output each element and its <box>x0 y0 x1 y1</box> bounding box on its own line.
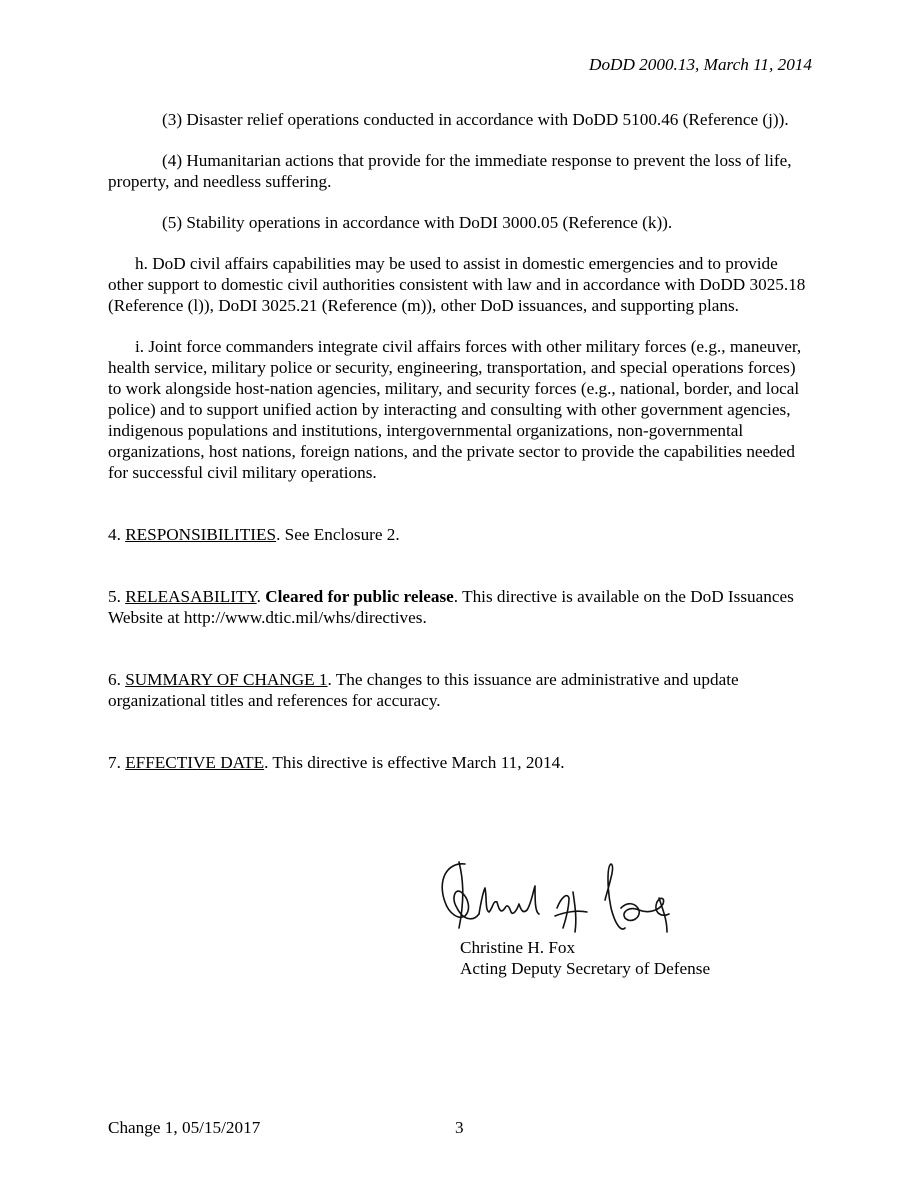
section-5 <box>108 586 808 628</box>
section-5-heading: RELEASABILITY <box>125 587 257 606</box>
document-body <box>108 109 808 773</box>
footer-change-note: Change 1, 05/15/2017 <box>108 1118 261 1137</box>
section-6-heading: SUMMARY OF CHANGE 1 <box>125 670 328 689</box>
section-7-text: . This directive is effective March 11, 2014. <box>264 753 565 772</box>
section-6 <box>108 669 808 711</box>
section-7-number: 7. <box>108 753 126 772</box>
section-5-bold-text: Cleared for public release <box>265 587 454 606</box>
section-5-text: . This directive is available on the DoD Issuances Website at http://www.dtic.mil/whs/directives. <box>108 587 794 627</box>
paragraph-i: i. Joint force commanders integrate civil affairs forces with other military forces (e.g., maneuver, health service, military police or security, engineering, transportation, and special operations forces) to work alongside host-nation agencies, military, and security forces (e.g., national, border, and local police) and to support unified action by interacting and consulting with other government agencies, indigenous populations and institutions, intergovernmental organizations, non-governmental organizations, host nations, foreign nations, and the private sector to provide the capabilities needed for successful civil military operations. <box>108 337 802 482</box>
section-7 <box>108 752 808 773</box>
paragraph-g3: (3) Disaster relief operations conducted in accordance with DoDD 5100.46 (Reference (j)). <box>162 110 789 129</box>
paragraph-g5: (5) Stability operations in accordance with DoDI 3000.05 (Reference (k)). <box>162 213 673 232</box>
paragraph-h: h. DoD civil affairs capabilities may be used to assist in domestic emergencies and to provide other support to domestic civil authorities consistent with law and in accordance with DoDD 3025.18 (Reference (l)), DoDI 3025.21 (Reference (m)), other DoD issuances, and supporting plans. <box>108 254 806 315</box>
signer-name: Christine H. Fox <box>460 938 576 957</box>
signature-block <box>435 858 755 978</box>
section-4-text: . See Enclosure 2. <box>276 525 400 544</box>
running-header: DoDD 2000.13, March 11, 2014 <box>589 55 812 74</box>
signer <box>460 937 710 979</box>
section-7-heading: EFFECTIVE DATE <box>125 753 265 772</box>
section-4 <box>108 524 808 545</box>
section-6-number: 6. <box>108 670 126 689</box>
section-4-heading: RESPONSIBILITIES <box>125 525 277 544</box>
section-5-separator: . <box>256 587 266 606</box>
signer-title: Acting Deputy Secretary of Defense <box>460 959 711 978</box>
section-6-text: . The changes to this issuance are administrative and update organizational titles and references for accuracy. <box>108 670 739 710</box>
paragraph-g4: (4) Humanitarian actions that provide for the immediate response to prevent the loss of life, property, and needless suffering. <box>108 151 792 191</box>
handwritten-signature <box>435 858 685 944</box>
section-5-number: 5. <box>108 587 126 606</box>
page-number: 3 <box>455 1118 464 1137</box>
section-4-number: 4. <box>108 525 126 544</box>
